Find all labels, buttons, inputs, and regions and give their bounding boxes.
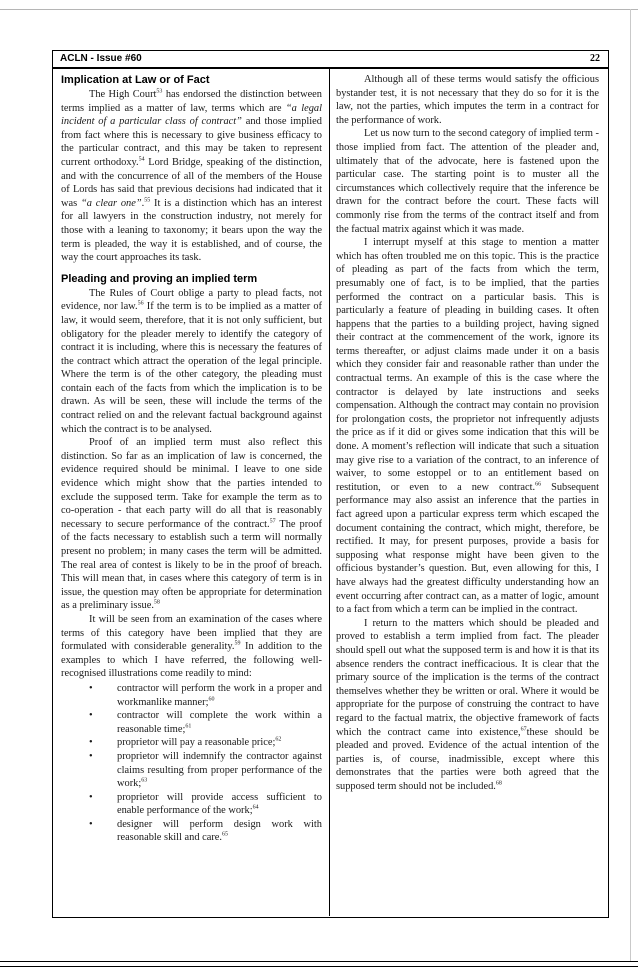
bullet-icon: • — [89, 682, 93, 694]
text: Proof of an implied term must also reflect this distinction. So far as an implication of law is concerned, the evidence required should be minimal. I leave to one side evidence which might show that the parties intended to exclude the supposed term. Take for example the term as to co-operation - that each party will do all that is reasonably necessary to secure performance of the contract. — [61, 437, 322, 530]
text: It will be seen from an examination of the cases where terms of this category have been implied that they are formulated with considerable generality. — [61, 613, 322, 653]
list-item-text: proprietor will provide access sufficient to enable performance of the work; — [117, 791, 322, 817]
paragraph-high-court — [61, 88, 322, 265]
text: In addition to the examples to which I have referred, the following well-recognised illustrations come readily to mind: — [61, 641, 322, 680]
list-item-text: contractor will complete the work within a reasonable time; — [117, 710, 322, 735]
footnote-ref: 54 — [138, 156, 145, 163]
text: It is a distinction which has an interest for all lawyers in the construction industry, not merely for those with a leaning to taxonomy; it bears upon the way the term is pleaded, the way it is established, and of course, the way the court approaches its task. — [61, 197, 322, 264]
footnote-ref: 63 — [141, 777, 148, 784]
heading-pleading: Pleading and proving an implied term — [61, 272, 258, 285]
text: Lord Bridge, speaking of the distinction, and with the concurrence of all of the members of the House of Lords has said that previous decisions had indicated that it was — [61, 156, 323, 209]
quoted-phrase: “a legal incident of a particular class of contract” — [61, 102, 322, 128]
list-item — [61, 736, 322, 750]
footnote-ref: 61 — [185, 723, 192, 730]
list-item-text: designer will perform design work with reasonable skill and care. — [117, 818, 322, 844]
paragraph-proof — [61, 436, 322, 613]
list-item — [61, 791, 322, 818]
footnote-ref: 66 — [535, 481, 542, 488]
right-column — [336, 73, 599, 793]
paragraph-officious-bystander: Although all of these terms would satisfy the officious bystander test, it is not necessary that they do so for it is the law, not the parties, which imputes the term in a contract for the performance of work. — [336, 74, 599, 126]
bullet-icon: • — [89, 818, 93, 830]
bullet-icon: • — [89, 737, 93, 749]
text: these should be pleaded and proved. Evidence of the actual intention of the parties is, of course, inadmissible, except where this demonstrates that the parties were both agreed that the supposed term should not be included. — [336, 726, 599, 792]
footnote-ref: 55 — [144, 197, 151, 204]
text: If the term is to be implied as a matter of law, it would seem, therefore, that it is not only sufficient, but obligatory for the pleader merely to identify the category of contract it is including, where this is necessary the features of the contract which attract the operation of the legal principle. Where the term is of the other category, the pleading must contain each of the facts from which the implication is to be drawn. As will be seen, these will include the terms of the contract relied on and the relevant factual background against which the contract is to be analysed. — [61, 301, 322, 435]
paragraph-second-category: Let us now turn to the second category of implied term - those implied from fact. The attention of the pleader and, ultimately that of the advocate, here is fastened upon the particular case. The starting point is to muster all the circumstances which collectively require that the inference be drawn for the contract before the court. These facts will commonly rise from the terms of the contract itself and from the factual matrix against which it was made. — [336, 128, 599, 235]
text: has endorsed the distinction between terms implied as a matter of law, terms which are — [61, 89, 322, 114]
list-item — [61, 682, 322, 709]
paragraph-interrupt — [336, 236, 599, 617]
scan-top-edge — [0, 9, 638, 10]
footnote-ref: 59 — [234, 640, 241, 647]
footnote-ref: 62 — [275, 736, 282, 743]
bullet-icon: • — [89, 791, 93, 803]
page-number: 22 — [590, 53, 600, 64]
footnote-ref: 53 — [156, 88, 163, 95]
journal-issue: ACLN - Issue #60 — [60, 53, 142, 64]
text: . — [141, 197, 145, 209]
bullet-icon: • — [89, 710, 93, 722]
footnote-ref: 57 — [269, 518, 276, 525]
bullet-icon: • — [89, 750, 93, 762]
list-item — [61, 709, 322, 736]
header-rule — [52, 67, 608, 69]
footnote-ref: 64 — [252, 804, 259, 811]
illustrations-list — [61, 682, 322, 845]
footnote-ref: 56 — [137, 300, 144, 307]
list-item — [61, 750, 322, 791]
list-item — [61, 818, 322, 845]
list-item-text: contractor will perform the work in a proper and workmanlike manner; — [117, 682, 322, 708]
footnote-ref: 58 — [153, 599, 160, 606]
left-column — [61, 73, 322, 845]
column-divider — [329, 69, 330, 916]
scan-bottom-edge-2 — [0, 966, 638, 967]
paragraph-examination — [61, 613, 322, 681]
footnote-ref: 65 — [222, 832, 229, 838]
footnote-ref: 67 — [520, 726, 527, 733]
heading-implication: Implication at Law or of Fact — [61, 74, 210, 86]
quoted-phrase: “a clear one” — [80, 197, 142, 209]
text: I return to the matters which should be pleaded and proved to establish a term implied from fact. The pleader should spell out what the supposed term is and how it is that its absence renders the contract inefficacious. It is clear that the primary source of the implication is the terms of the contract themselves whether they be written or oral. Where it would be appropriate for the purpose of construing the contract to have regard to the factual matrix, the objective framework of facts which the contract came into existence, — [336, 617, 599, 738]
scan-bottom-edge — [0, 961, 638, 962]
text: The Rules of Court oblige a party to plead facts, not evidence, nor law. — [61, 287, 322, 313]
text: and those implied from fact where this is necessary to give business efficacy to the particular contract, and this may be taken to represent current orthodoxy. — [61, 116, 322, 168]
list-item-text: proprietor will pay a reasonable price; — [117, 737, 276, 749]
text: The High Court — [89, 89, 157, 100]
text: I interrupt myself at this stage to mention a matter which has often troubled me on this topic. This is the practice of pleading as part of the facts from which the term, presumably one of fact, is to be implied, that the parties performed the contract on a particular basis. This is particularly a feature of pleading in building cases. It often happens that the parties to a building project, having signed their contract at the commencement of the work, ignore its terms thereafter, or adjust claims made under it on a basis which they consider fair and reasonable rather than under the contractual terms. An example of this is the case where the contractor is delayed by late instructions and seeks compensation. Although the contract may contain no provision for prolongation costs, the proprietor not infrequently adjusts the price as if it did or gives some indication that this will be done. A moment’s reflection will indicate that such a situation may give rise to a variation of the contract, to an inference of waiver, to some estoppel or to an entitlement based on restitution, or even to a new contract. — [336, 237, 599, 493]
footnote-ref: 68 — [495, 780, 502, 787]
paragraph-return — [336, 617, 599, 794]
footnote-ref: 60 — [208, 696, 215, 703]
text: Subsequent performance may also assist an inference that the parties in fact agreed upon a particular express term which escaped the document containing the contract, which might, therefore, be rectified. It may, for present purposes, provide a basis for supposing what response might have been given to the officious bystander’s question. But, even allowing for this, I have always had the greatest difficulty understanding how an event occurring after contract can, as a matter of logic, amount to a fact from which a term can be implied in the contract. — [336, 481, 599, 616]
scan-right-edge — [630, 9, 631, 961]
text: The proof of the facts necessary to establish such a term will normally present no problem; in many cases the term will be admitted. The real area of contest is likely to be in the proof of breach. This will mean that, in cases where this category of term is in issue, the question may often be appropriate for determination as a preliminary issue. — [61, 518, 322, 612]
paragraph-rules-of-court — [61, 287, 322, 437]
list-item-text: proprietor will indemnify the contractor against claims resulting from proper performance of the work; — [117, 750, 322, 790]
